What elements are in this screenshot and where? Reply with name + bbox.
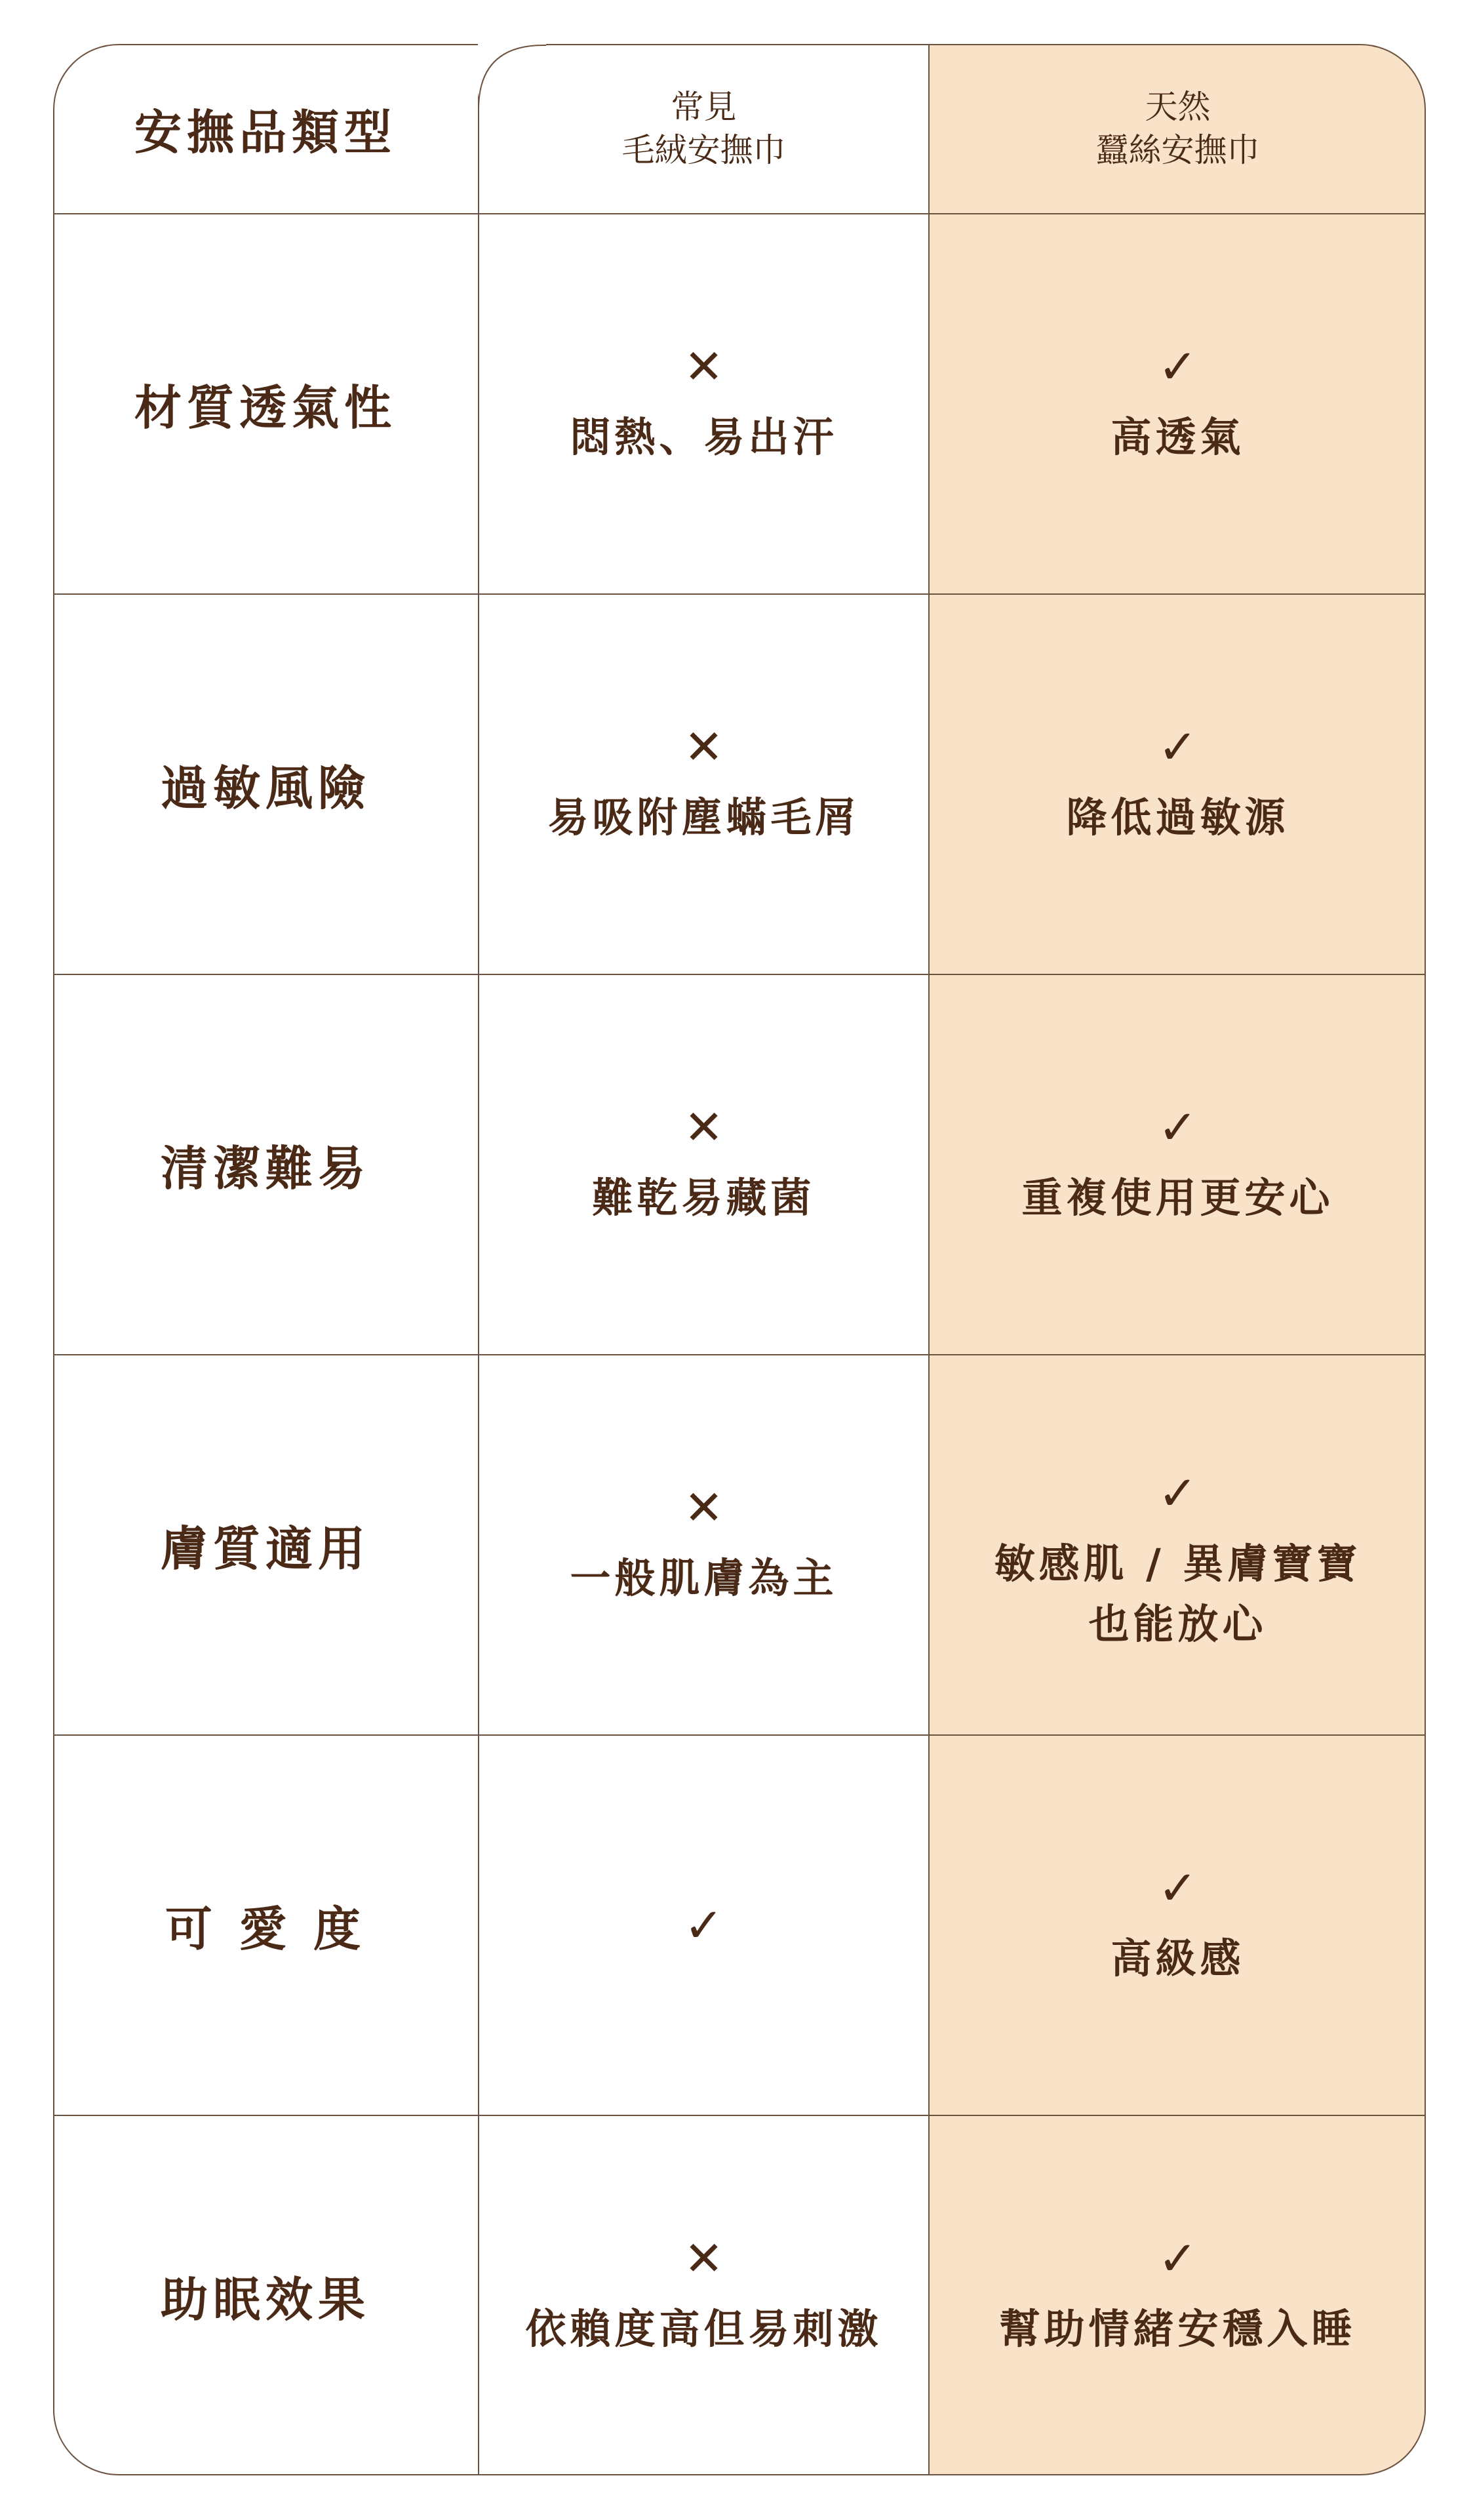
silk-text-skin-line2: 也能放心	[1088, 1600, 1267, 1648]
comparison-table	[53, 44, 1426, 2475]
plush-text-allergy: 易吸附塵蟎毛屑	[547, 793, 860, 841]
plush-text-cleaning: 難乾易藏菌	[592, 1174, 816, 1222]
header-type-label: 安撫品類型	[134, 105, 397, 160]
plush-text-sleep: 依賴度高但易刺激	[525, 2305, 882, 2353]
plush-cell-breathability	[479, 214, 928, 593]
row-label-cleaning: 清潔難易	[160, 1141, 370, 1196]
table-row-label	[53, 595, 478, 974]
header-type-cell	[53, 44, 478, 213]
check-icon: ✓	[1158, 1466, 1198, 1521]
silk-cell-cleaning	[930, 975, 1426, 1354]
header-plush-line1: 常見	[671, 88, 737, 126]
row-label-skin: 膚質適用	[160, 1521, 370, 1576]
silk-text-breathability: 高透氣	[1111, 413, 1245, 461]
cross-icon: ✕	[684, 2231, 724, 2286]
row-label-sleep: 助眠效果	[160, 2272, 370, 2327]
header-plush-cell	[479, 44, 928, 213]
cross-icon: ✕	[684, 339, 724, 394]
plush-cell-allergy	[479, 595, 928, 974]
silk-cell-allergy	[930, 595, 1426, 974]
silk-cell-skin	[930, 1355, 1426, 1734]
silk-text-cleaning: 重複使用更安心	[1021, 1174, 1334, 1222]
header-silk-cell	[930, 44, 1426, 213]
table-row-label	[53, 214, 478, 593]
silk-cell-sleep	[930, 2116, 1426, 2475]
plush-cell-skin	[479, 1355, 928, 1734]
plush-cell-sleep	[479, 2116, 928, 2475]
cross-icon: ✕	[684, 1100, 724, 1155]
plush-text-breathability: 悶熱、易出汗	[570, 413, 838, 461]
header-plush-line2: 毛絨安撫巾	[621, 131, 786, 169]
table-row-label	[53, 2116, 478, 2475]
cross-icon: ✕	[684, 1480, 724, 1535]
cross-icon: ✕	[684, 719, 724, 774]
check-icon: ✓	[1158, 1860, 1198, 1915]
silk-text-sleep: 幫助情緒安穩入睡	[999, 2305, 1356, 2353]
header-silk-line1: 天然	[1145, 88, 1211, 126]
check-icon: ✓	[684, 1898, 724, 1953]
silk-text-cuteness: 高級感	[1111, 1934, 1245, 1982]
row-label-breathability: 材質透氣性	[134, 380, 397, 435]
row-label-cuteness: 可 愛 度	[165, 1902, 366, 1957]
silk-cell-breathability	[930, 214, 1426, 593]
header-silk-line2: 蠶絲安撫巾	[1095, 131, 1260, 169]
row-label-allergy: 過敏風險	[160, 761, 370, 816]
plush-cell-cleaning	[479, 975, 928, 1354]
silk-cell-cuteness	[930, 1736, 1426, 2115]
silk-text-skin-line1: 敏感肌 / 異膚寶寶	[994, 1540, 1362, 1588]
check-icon: ✓	[1158, 1100, 1198, 1155]
check-icon: ✓	[1158, 339, 1198, 394]
check-icon: ✓	[1158, 719, 1198, 774]
plush-text-skin: 一般肌膚為主	[570, 1554, 838, 1602]
table-row-label	[53, 975, 478, 1354]
table-row-label	[53, 1736, 478, 2115]
table-row-label	[53, 1355, 478, 1734]
silk-text-allergy: 降低過敏源	[1066, 793, 1289, 841]
check-icon: ✓	[1158, 2231, 1198, 2286]
plush-cell-cuteness	[479, 1736, 928, 2115]
